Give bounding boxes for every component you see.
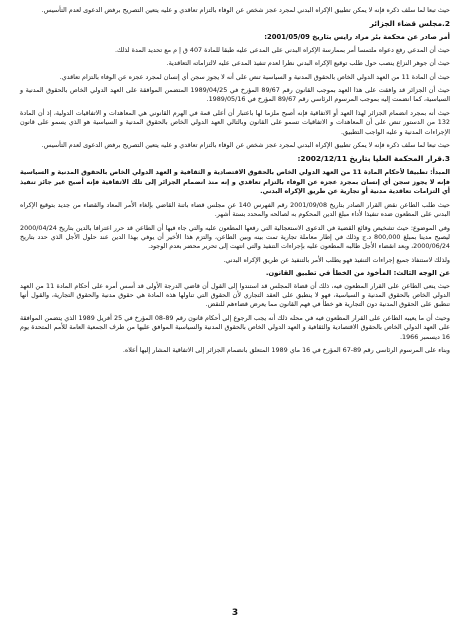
paragraph-text: حيث أن المدعي رفع دعواه ملتمسا أمر بممارسة الإكراه البدني على المدعى عليه طبقا للمادة 407 ق إ م مع تحديد المدة لذلك. bbox=[114, 45, 450, 54]
paragraph-text: حيث أن جوهر النزاع ينصب حول طلب توقيع الإكراه البدني نظرا لعدم تنفيذ المدعى عليه لالتزاماته التعاقدية. bbox=[166, 59, 450, 68]
paragraph-text: المبدأ: تطبيقا لأحكام المادة 11 من العهد الدولي الخاص بالحقوق الاقتصادية و الثقافية و العهد الدولي الخاص بالحقوق المدنية و السياسية فإنه لا يجوز سجن أي إنسان بمجرد عجزه عن الوفاء بالتزام تعاقدي و إنه منذ انضمام الجزائر إلى تلك الاتفاقية فإنه أصبح غير جائز تنفيذ أي التزامات تعاقدية مدنية أو تجارية عن طريق الإكراه البدني. bbox=[20, 168, 450, 196]
paragraph bbox=[20, 346, 450, 355]
sub-heading: أمر صادر عن محكمة بئر مراد رايس بتاريخ 2001/05/09: bbox=[264, 33, 450, 42]
paragraph bbox=[20, 59, 450, 68]
principle-paragraph bbox=[20, 168, 450, 196]
paragraph-text: حيث ينعى الطاعن على القرار المطعون فيه، ذلك أن قضاة المجلس قد استندوا إلى القول أن قاضي الدرجة الأولى قد أسس أمره على أحكام المادة 11 من العهد الدولي الخاص بالحقوق المدنية و السياسية، فهو لا ينطبق على العقد التجاري لأن الحقوق التي تناولها هذه المادة هي حقوق مدنية والحقوق التجارية، والقول أنها تنطبق على الحقوق المدنية دون التجارية هو خطأ في فهم القانون مما يعرض قضاءهم للنقض. bbox=[20, 281, 450, 309]
paragraph-text: وحيث أن ما يعيبه الطاعن على القرار المطعون فيه في محله ذلك أنه يجب الرجوع إلى أحكام قانون رقم 89-08 المؤرخ في 25 أفريل 1989 الذي يتضمن الموافقة على العهد الدولي الخاص بالحقوق الاقتصادية والثقافية و العهد الدولي الخاص بالحقوق المدنية والسياسية الموافق عليها من طرف الجمعية العامة للأمم المتحدة يوم 16 ديسمبر 1966. bbox=[20, 313, 450, 341]
paragraph bbox=[20, 314, 450, 342]
paragraph bbox=[20, 6, 450, 15]
paragraph bbox=[20, 201, 450, 220]
paragraph bbox=[20, 282, 450, 310]
paragraph-text: حيث أنه بمجرد انضمام الجزائر لهذا العهد أو الاتفاقية فإنه أصبح ملزما لها باعتبار أن أعلى قمة في الهرم القانوني هي المعاهدات و الاتفاقيات الدولية، إذ أن المادة 132 من الدستور تنص على أن المعاهدات و الاتفاقيات تسمو على القانون وبالتالي العهد الدولي الخاص بالحقوق المدنية و السياسية هو الذي يسمو على قانون الإجراءات المدنية و عليه الواجب التطبيق. bbox=[20, 108, 450, 136]
paragraph bbox=[20, 109, 450, 137]
paragraph bbox=[20, 73, 450, 82]
paragraph-text: ولذلك لاستنفاذ جميع إجراءات التنفيذ فهو يطلب الأمر بالتنفيذ عن طريق الإكراه البدني. bbox=[223, 255, 450, 264]
page-number: 3 bbox=[231, 608, 239, 618]
paragraph-text: حيث أن الجزائر قد وافقت على هذا العهد بموجب القانون رقم 89/67 المؤرخ في 1989/04/25 المتضمن الموافقة على العهد الدولي الخاص بالحقوق المدنية و السياسية، كما انضمت إليه بموجب المرسوم الرئاسي رقم 89/67 المؤرخ في 1989/05/16. bbox=[20, 86, 451, 104]
paragraph-text: وفي الموضوع: حيث تشخيص وقائع القضية في الدعوى الاستعجالية التي رفعها المطعون عليه والتي جاء فيها أن الطاعن قد حرر اعترافا بالدين بتاريخ 2000/04/24 ليصبح مدينا بمبلغ 800,000 د.ج وذلك في إطار معاملة تجارية تمت بينه وبين الطاعن، والتزم هذا الأخير أن يوفي بهذا الدين عند حلول الأجل الذي حدد بتاريخ 2000/06/24، وبعد انقضاء الأجل طالبه المطعون عليه بإجراءات التنفيذ والتي انتهت إلى تحرير محضر بعدم الوجود. bbox=[20, 223, 450, 251]
paragraph bbox=[20, 256, 450, 265]
sub-heading: عن الوجه الثالث: المأخوذ من الخطأ في تطبيق القانون. bbox=[265, 269, 450, 278]
paragraph bbox=[20, 224, 450, 252]
section-heading: 3.قرار المحكمة العليا بتاريخ 2002/12/11: bbox=[297, 154, 450, 164]
paragraph-text: حيث تبعا لما سلف ذكره فإنه لا يمكن تطبيق الإكراه البدني لمجرد عجز شخص عن الوفاء بالتزام تعاقدي و عليه يتعين التصريح برفض الدعوى لعدم التأسيس. bbox=[41, 141, 450, 150]
paragraph bbox=[20, 141, 450, 150]
section-heading: 2.مجلس قضاء الجزائر bbox=[369, 19, 450, 29]
paragraph bbox=[20, 86, 450, 105]
paragraph-text: حيث تبعا لما سلف ذكره فإنه لا يمكن تطبيق الإكراه البدني لمجرد عجز شخص عن الوفاء بالتزام تعاقدي و عليه يتعين التصريح برفض الدعوى لعدم التأسيس. bbox=[41, 6, 450, 14]
paragraph-text: حيث أن المادة 11 من العهد الدولي الخاص بالحقوق المدنية و السياسية تنص على أنه لا يجوز سجن أي إنسان لمجرد عجزه عن الوفاء بالتزام تعاقدي. bbox=[59, 72, 450, 81]
paragraph bbox=[20, 46, 450, 55]
paragraph-text: وبناء على المرسوم الرئاسي رقم 89-67 المؤرخ في 16 ماي 1989 المتعلق بانضمام الجزائر إلى الاتفاقية المشار إليها أعلاه. bbox=[122, 345, 450, 354]
paragraph-text: حيث طلب الطاعن نقض القرار الصادر بتاريخ 2001/09/08 رقم الفهرس 140 عن مجلس قضاء باتنة القاضي بإلغاء الأمر المعاد والقضاء من جديد بتوقيع الإكراه البدني على المطعون ضده تنفيذا لأداء مبلغ الدين المحكوم به لصالحه والمحدد بستة أشهر. bbox=[20, 200, 450, 219]
